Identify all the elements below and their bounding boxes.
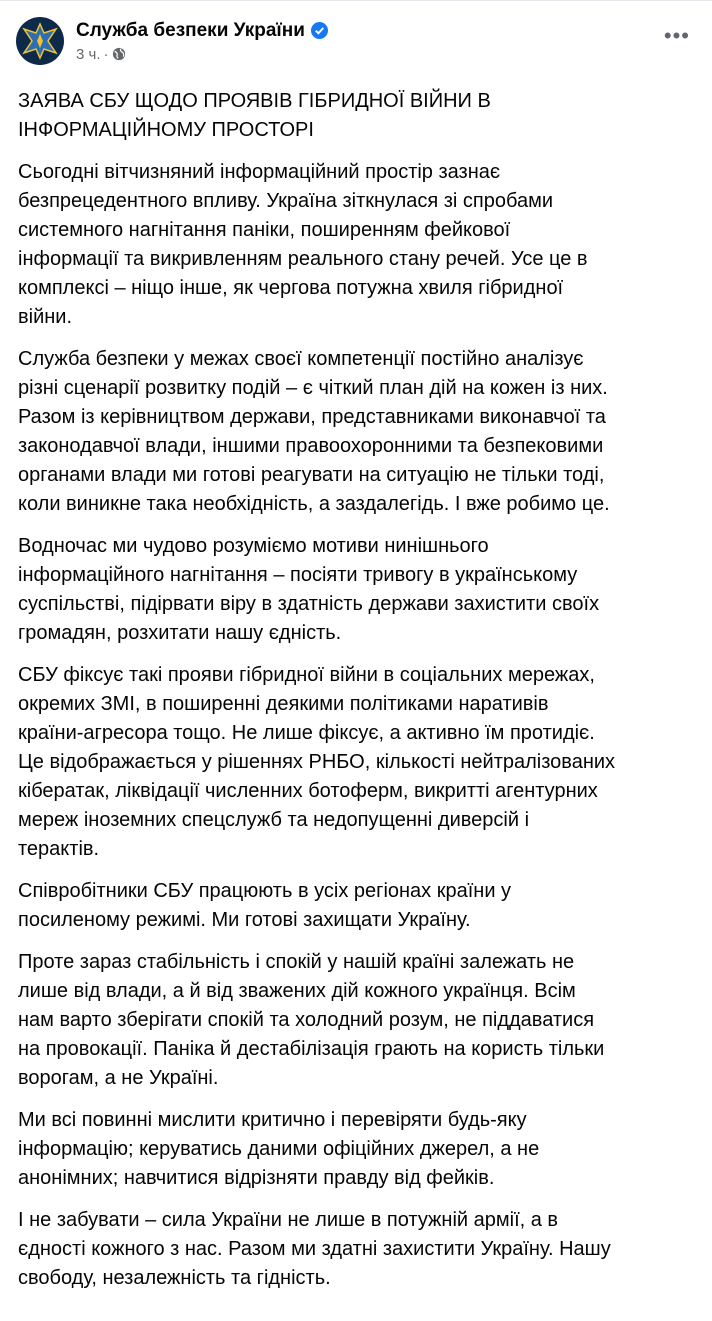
sbu-emblem-icon	[20, 21, 60, 61]
paragraph: Водночас ми чудово розуміємо мотиви нинішнього інформаційного нагнітання – посіяти тривогу в українському суспільстві, підірвати віру в здатність держави захистити своїх громадян, розхитати нашу єдність.	[18, 535, 600, 644]
paragraph: Служба безпеки у межах своєї компетенції постійно аналізує різні сценарії розвитку подій – є чіткий план дій на кожен із них. Разом із керівництвом держави, представниками виконавчої та законодавчої влади, іншими правоохоронними та безпековими органами влади ми готові реагувати на ситуацію не тільки тоді, коли виникне така необхідність, а заздалегідь. І вже робимо це.	[18, 348, 610, 515]
paragraph: Ми всі повинні мислити критично і перевіряти будь-яку інформацію; керуватись даними офіційних джерел, а не анонімних; навчитися відрізняти правду від фейків.	[18, 1109, 540, 1189]
paragraph: Проте зараз стабільність і спокій у нашій країні залежать не лише від влади, а й від зважених дій кожного українця. Всім нам варто зберігати спокій та холодний розум, не піддаватися на провокації. Паніка й дестабілізація грають на користь тільки ворогам, а не Україні.	[18, 951, 605, 1089]
post-time[interactable]: 3 ч.	[76, 45, 101, 63]
avatar[interactable]	[16, 17, 64, 65]
post-title: ЗАЯВА СБУ ЩОДО ПРОЯВІВ ГІБРИДНОЇ ВІЙНИ В ІНФОРМАЦІЙНОМУ ПРОСТОРІ	[18, 90, 491, 141]
post-body	[18, 87, 702, 1306]
more-options-button[interactable]: •••	[663, 23, 690, 48]
paragraph: СБУ фіксує такі прояви гібридної війни в соціальних мережах, окремих ЗМІ, в поширенні деякими політиками наративів країни-агресора тощо. Не лише фіксує, а активно їм протидіє. Це відображається у рішеннях РНБО, кількості нейтралізованих кібератак, ліквідації численних ботоферм, викритті агентурних мереж іноземних спецслужб та недопущенні диверсій і терактів.	[18, 664, 616, 860]
separator: ·	[103, 45, 109, 63]
paragraph: І не забувати – сила України не лише в потужній армії, а в єдності кожного з нас. Разом ми здатні захистити Україну. Нашу свободу, незалежність та гідність.	[18, 1209, 611, 1289]
verified-badge-icon	[311, 22, 328, 39]
paragraph: Співробітники СБУ працюють в усіх регіонах країни у посиленому режимі. Ми готові захищати Україну.	[18, 880, 512, 931]
paragraph: Сьогодні вітчизняний інформаційний простір зазнає безпрецедентного впливу. Україна зіткнулася зі спробами системного нагнітання паніки, поширенням фейкової інформації та викривленням реального стану речей. Усе це в комплексі – ніщо інше, як чергова потужна хвиля гібридної війни.	[18, 161, 588, 328]
post-header	[16, 15, 328, 67]
author-name[interactable]: Служба безпеки України	[76, 19, 305, 41]
globe-icon	[112, 47, 126, 61]
